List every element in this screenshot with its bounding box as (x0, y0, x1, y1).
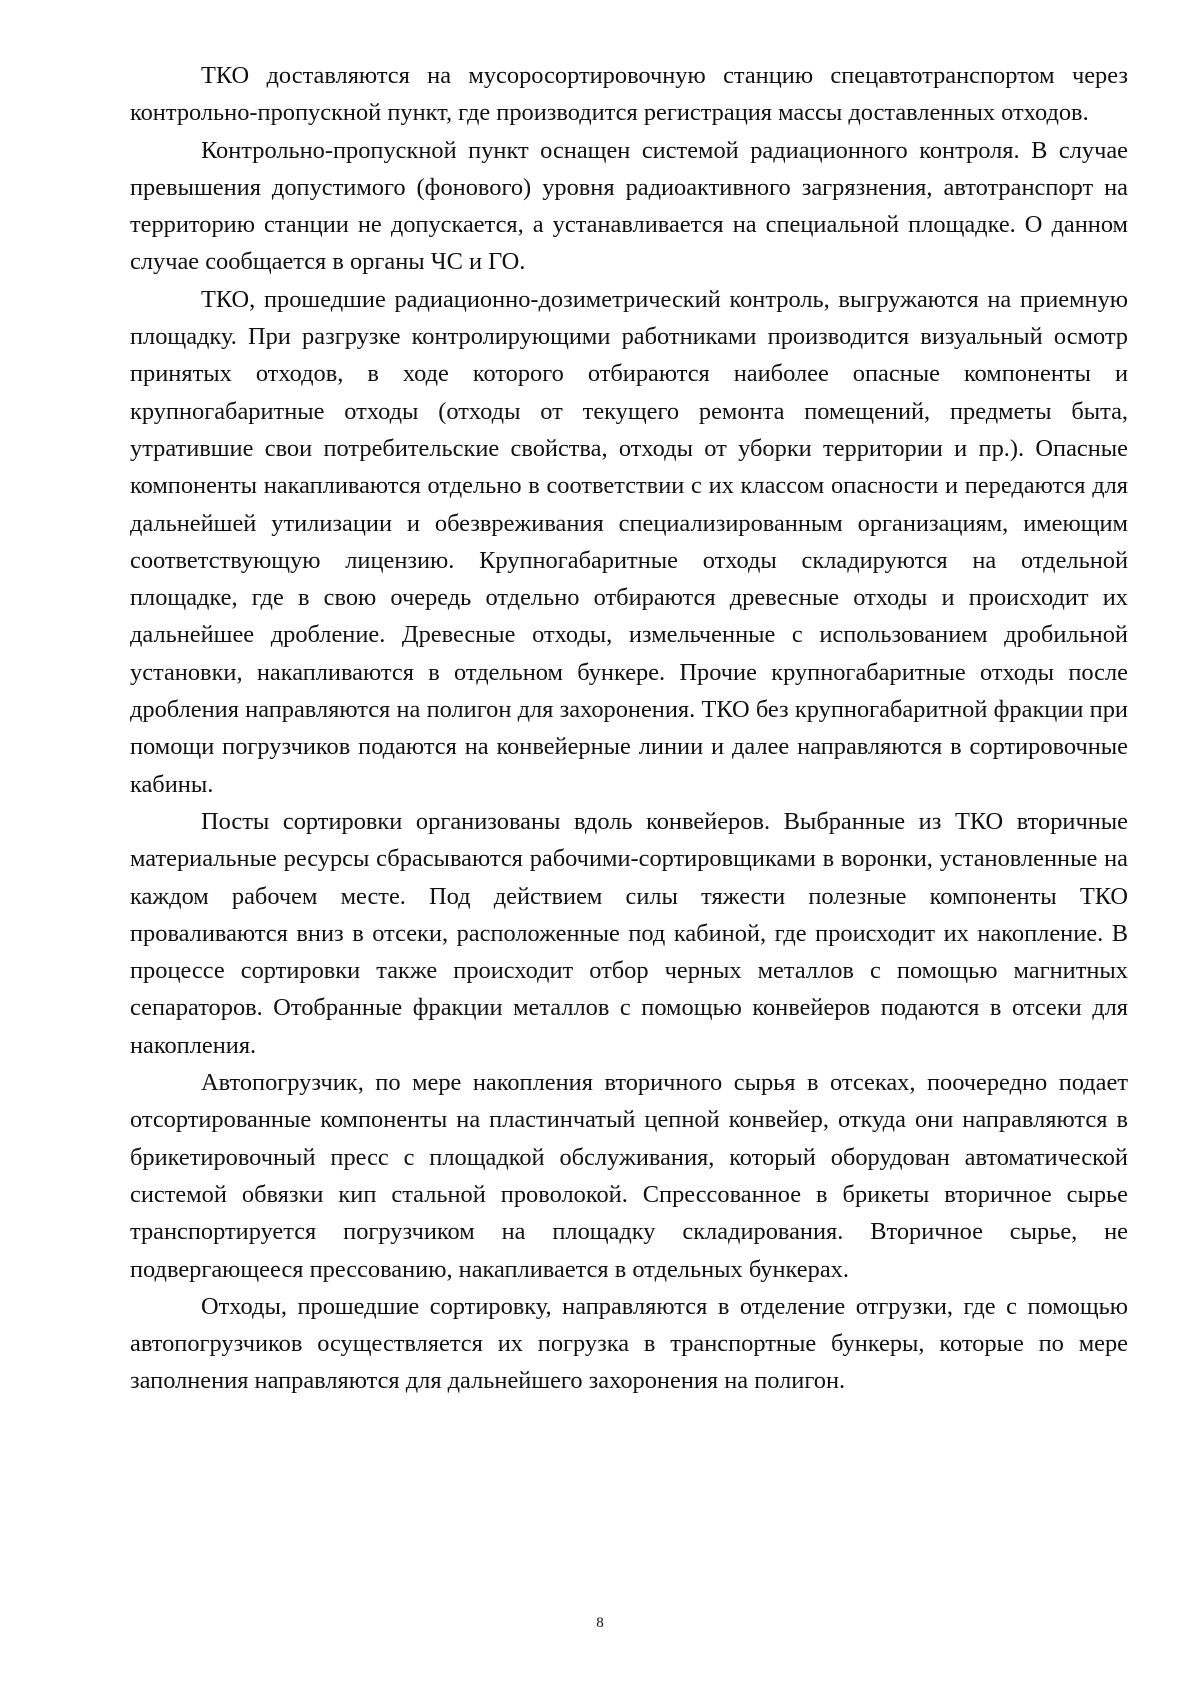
paragraph-sorting-posts: Посты сортировки организованы вдоль конвейеров. Выбранные из ТКО вторичные материальные ресурсы сбрасываются рабочими-сортировщиками в воронки, установленные на каждом рабочем месте. Под действием силы тяжести полезные компоненты ТКО проваливаются вниз в отсеки, расположенные под кабиной, где происходит их накопление. В процессе сортировки также происходит отбор черных металлов с помощью магнитных сепараторов. Отобранные фракции металлов с помощью конвейеров подаются в отсеки для накопления. (130, 807, 1128, 1059)
paragraph-delivery: ТКО доставляются на мусоросортировочную станцию спецавтотранспортом через контрольно-пропускной пункт, где производится регистрация массы доставленных отходов. (130, 62, 1128, 127)
body-text (130, 57, 1128, 1400)
paragraph-unloading: ТКО, прошедшие радиационно-дозиметрический контроль, выгружаются на приемную площадку. При разгрузке контролирующими работниками производится визуальный осмотр принятых отходов, в ходе которого отбираются наиболее опасные компоненты и крупногабаритные отходы (отходы от текущего ремонта помещений, предметы быта, утратившие свои потребительские свойства, отходы от уборки территории и пр.). Опасные компоненты накапливаются отдельно в соответствии с их классом опасности и передаются для дальнейшей утилизации и обезвреживания специализированным организациям, имеющим соответствующую лицензию. Крупногабаритные отходы складируются на отдельной площадке, где в свою очередь отдельно отбираются древесные отходы и происходит их дальнейшее дробление. Древесные отходы, измельченные с использованием дробильной установки, накапливаются в отдельном бункере. Прочие крупногабаритные отходы после дробления направляются на полигон для захоронения. ТКО без крупногабаритной фракции при помощи погрузчиков подаются на конвейерные линии и далее направляются в сортировочные кабины. (130, 285, 1128, 798)
paragraph-radiation-control: Контрольно-пропускной пункт оснащен системой радиационного контроля. В случае превышения допустимого (фонового) уровня радиоактивного загрязнения, автотранспорт на территорию станции не допускается, а устанавливается на специальной площадке. О данном случае сообщается в органы ЧС и ГО. (130, 136, 1128, 276)
page-number: 8 (596, 1615, 604, 1631)
paragraph-shipping: Отходы, прошедшие сортировку, направляются в отделение отгрузки, где с помощью автопогрузчиков осуществляется их погрузка в транспортные бункеры, которые по мере заполнения направляются для дальнейшего захоронения на полигон. (130, 1292, 1128, 1395)
paragraph-pressing: Автопогрузчик, по мере накопления вторичного сырья в отсеках, поочередно подает отсортированные компоненты на пластинчатый цепной конвейер, откуда они направляются в брикетировочный пресс с площадкой обслуживания, который оборудован автоматической системой обвязки кип стальной проволокой. Спрессованное в брикеты вторичное сырье транспортируется погрузчиком на площадку складирования. Вторичное сырье, не подвергающееся прессованию, накапливается в отдельных бункерах. (130, 1069, 1128, 1283)
